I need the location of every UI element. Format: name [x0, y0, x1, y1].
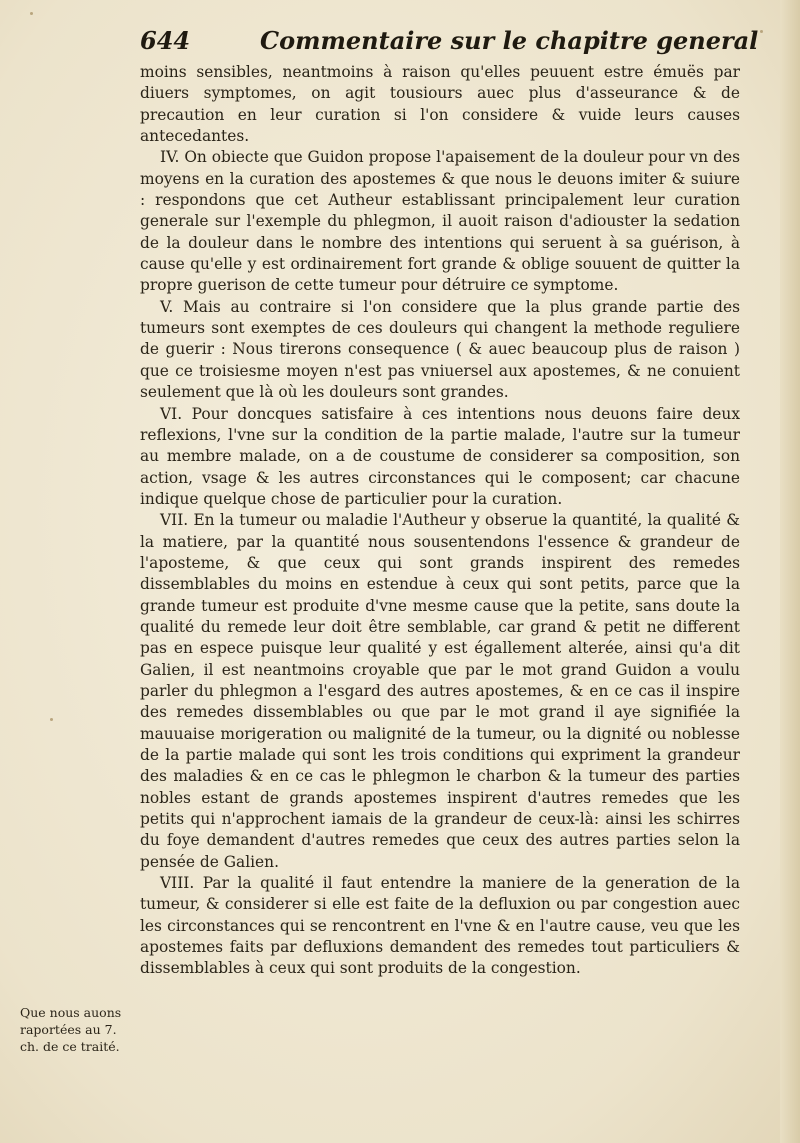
- paragraph-vii: VII. En la tumeur ou maladie l'Autheur y obserue la quantité, la qualité & la matiere, par la quantité nous sousentendons l'essence & grandeur de l'aposteme, & que ceux qui sont grands inspirent des remedes dissemblables du moins en estendue à ceux qui sont petits, parce que la grande tumeur est produite d'vne mesme cause que la petite, sans doute la qualité du remede leur doit être semblable, car grand & petit ne different pas en espece puisque leur qualité y est égallement alterée, ainsi qu'a dit Galien, il est neantmoins croyable que par le mot grand Guidon a voulu parler du phlegmon a l'esgard des autres apostemes, & en ce cas il inspire des remedes dissemblables ou que par le mot grand il aye signifiée la mauuaise morigeration ou malignité de la tumeur, ou la dignité ou noblesse de la partie malade qui sont les trois conditions qui expriment la grandeur des maladies & en ce cas le phlegmon le charbon & la tumeur des parties nobles estant de grands apostemes inspirent d'autres remedes que les petits qui n'approchent iamais de la grandeur de ceux-là: ainsi les schirres du foye demandent d'autres remedes que ceux des autres parties selon la pensée de Galien.: [140, 511, 740, 871]
- body-text: [140, 62, 740, 980]
- page-number: 644: [140, 26, 191, 55]
- margin-note: Que nous auons raportées au 7. ch. de ce traité.: [20, 1005, 122, 1054]
- running-title: Commentaire sur le chapitre general: [260, 26, 759, 55]
- paragraph-iv: IV. On obiecte que Guidon propose l'apaisement de la douleur pour vn des moyens en la curation des apostemes & que nous le deuons imiter & suiure : respondons que cet Autheur establissant principalement leur curation generale sur l'exemple du phlegmon, il auoit raison d'adiouster la sedation de la douleur dans le nombre des intentions qui seruent à sa guérison, à cause qu'elle y est ordinairement fort grande & oblige souuent de quitter la propre guerison de cette tumeur pour détruire ce symptome.: [140, 148, 740, 295]
- paper-speck: [760, 30, 763, 33]
- paragraph-vi: VI. Pour doncques satisfaire à ces intentions nous deuons faire deux reflexions, l'vne sur la condition de la partie malade, l'autre sur la tumeur au membre malade, on a de coustume de considerer sa composition, son action, vsage & les autres circonstances qui le composent; car chacune indique quelque chose de particulier pour la curation.: [140, 404, 740, 508]
- paragraph-v: V. Mais au contraire si l'on considere que la plus grande partie des tumeurs sont exemptes de ces douleurs qui changent la methode reguliere de guerir : Nous tirerons consequence ( & auec beaucoup plus de raison ) que ce troisiesme moyen n'est pas vniuersel aux apostemes, & ne conuient seulement que là où les douleurs sont grandes.: [140, 297, 740, 402]
- page-gutter: [780, 0, 800, 1143]
- page-header: [140, 26, 759, 62]
- paper-speck: [30, 12, 33, 15]
- paper-speck: [50, 718, 53, 721]
- paragraph-viii: VIII. Par la qualité il faut entendre la maniere de la generation de la tumeur, & considerer si elle est faite de la defluxion ou par congestion auec les circonstances qui se rencontrent en l'vne & en l'autre cause, veu que les apostemes faits par defluxions demandent des remedes tout particuliers & dissemblables à ceux qui sont produits de la congestion.: [140, 874, 740, 978]
- paragraph-continuation: moins sensibles, neantmoins à raison qu'elles peuuent estre émuës par diuers symptomes, on agit tousiours auec plus d'asseurance & de precaution en leur curation si l'on considere & vuide leurs causes antecedantes.: [140, 63, 740, 146]
